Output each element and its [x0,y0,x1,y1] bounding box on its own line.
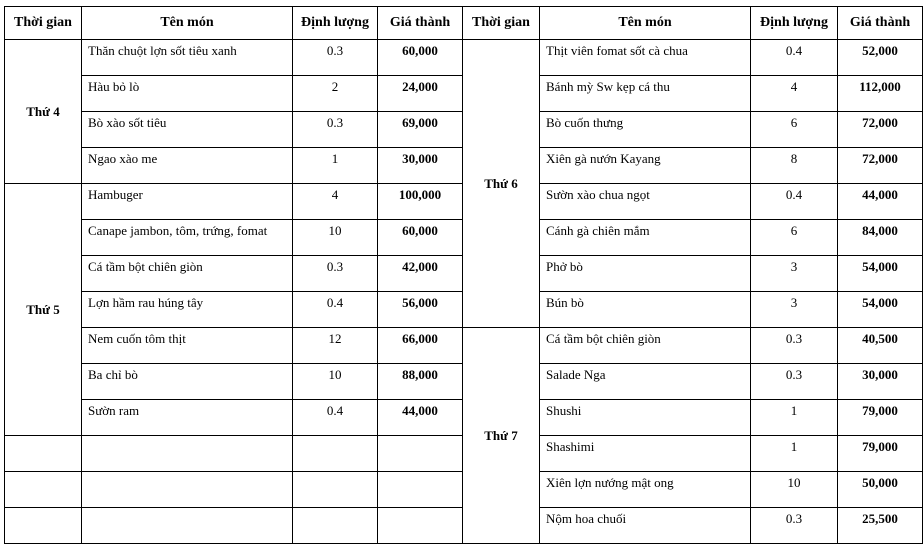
dish-price: 42,000 [378,256,463,292]
dish-price: 50,000 [838,472,923,508]
day-cell-thu-5: Thứ 5 [5,184,82,436]
header-dish-left: Tên món [82,7,293,40]
dish-price: 79,000 [838,400,923,436]
dish-price: 72,000 [838,112,923,148]
dish-name: Canape jambon, tôm, trứng, fomat [82,220,293,256]
empty-cell [293,508,378,544]
dish-name: Shushi [540,400,751,436]
dish-price: 54,000 [838,292,923,328]
dish-price: 88,000 [378,364,463,400]
dish-qty: 3 [751,292,838,328]
dish-name: Thăn chuột lợn sốt tiêu xanh [82,40,293,76]
dish-qty: 0.4 [293,400,378,436]
empty-cell [82,436,293,472]
day-cell-thu-4: Thứ 4 [5,40,82,184]
dish-qty: 2 [293,76,378,112]
dish-qty: 0.4 [293,292,378,328]
empty-cell [5,472,82,508]
dish-qty: 12 [293,328,378,364]
empty-cell [293,472,378,508]
dish-price: 84,000 [838,220,923,256]
empty-cell [378,436,463,472]
dish-name: Phở bò [540,256,751,292]
dish-qty: 8 [751,148,838,184]
dish-price: 60,000 [378,220,463,256]
empty-cell [5,508,82,544]
dish-qty: 0.3 [751,364,838,400]
dish-name: Cánh gà chiên mắm [540,220,751,256]
dish-name: Hàu bỏ lò [82,76,293,112]
empty-cell [378,472,463,508]
dish-name: Shashimi [540,436,751,472]
dish-qty: 0.3 [293,256,378,292]
dish-price: 44,000 [838,184,923,220]
dish-name: Cá tầm bột chiên giòn [82,256,293,292]
header-price-right: Giá thành [838,7,923,40]
dish-price: 112,000 [838,76,923,112]
dish-price: 30,000 [838,364,923,400]
header-qty-left: Định lượng [293,7,378,40]
table-row [5,328,923,364]
dish-qty: 1 [293,148,378,184]
dish-name: Bò xào sốt tiêu [82,112,293,148]
dish-name: Sườn xào chua ngọt [540,184,751,220]
dish-name: Nem cuốn tôm thịt [82,328,293,364]
dish-name: Cá tầm bột chiên giòn [540,328,751,364]
empty-cell [82,508,293,544]
dish-name: Sườn ram [82,400,293,436]
dish-name: Ba chỉ bò [82,364,293,400]
dish-qty: 10 [751,472,838,508]
dish-name: Nộm hoa chuối [540,508,751,544]
dish-qty: 0.3 [751,508,838,544]
dish-qty: 6 [751,220,838,256]
dish-qty: 10 [293,364,378,400]
day-cell-thu-7: Thứ 7 [463,328,540,544]
dish-name: Ngao xào me [82,148,293,184]
dish-qty: 3 [751,256,838,292]
menu-table [4,6,923,544]
header-time-left: Thời gian [5,7,82,40]
dish-price: 25,500 [838,508,923,544]
dish-price: 44,000 [378,400,463,436]
dish-price: 79,000 [838,436,923,472]
dish-price: 66,000 [378,328,463,364]
empty-cell [82,472,293,508]
dish-price: 52,000 [838,40,923,76]
header-qty-right: Định lượng [751,7,838,40]
dish-price: 24,000 [378,76,463,112]
dish-qty: 10 [293,220,378,256]
dish-price: 60,000 [378,40,463,76]
dish-qty: 1 [751,436,838,472]
dish-qty: 1 [751,400,838,436]
header-dish-right: Tên món [540,7,751,40]
dish-name: Bánh mỳ Sw kẹp cá thu [540,76,751,112]
dish-name: Hambuger [82,184,293,220]
dish-name: Lợn hầm rau húng tây [82,292,293,328]
dish-qty: 0.3 [751,328,838,364]
dish-qty: 0.3 [293,112,378,148]
dish-price: 72,000 [838,148,923,184]
header-row [5,7,923,40]
dish-qty: 4 [293,184,378,220]
dish-qty: 0.3 [293,40,378,76]
empty-cell [5,436,82,472]
header-time-right: Thời gian [463,7,540,40]
dish-price: 54,000 [838,256,923,292]
day-cell-thu-6: Thứ 6 [463,40,540,328]
dish-name: Salade Nga [540,364,751,400]
dish-qty: 0.4 [751,184,838,220]
table-row [5,40,923,76]
dish-price: 56,000 [378,292,463,328]
dish-name: Thịt viên fomat sốt cà chua [540,40,751,76]
dish-name: Xiên lợn nướng mật ong [540,472,751,508]
dish-qty: 6 [751,112,838,148]
dish-price: 30,000 [378,148,463,184]
empty-cell [293,436,378,472]
dish-price: 40,500 [838,328,923,364]
dish-price: 100,000 [378,184,463,220]
empty-cell [378,508,463,544]
header-price-left: Giá thành [378,7,463,40]
dish-qty: 0.4 [751,40,838,76]
dish-price: 69,000 [378,112,463,148]
dish-name: Bún bò [540,292,751,328]
dish-qty: 4 [751,76,838,112]
dish-name: Xiên gà nướn Kayang [540,148,751,184]
dish-name: Bò cuốn thưng [540,112,751,148]
